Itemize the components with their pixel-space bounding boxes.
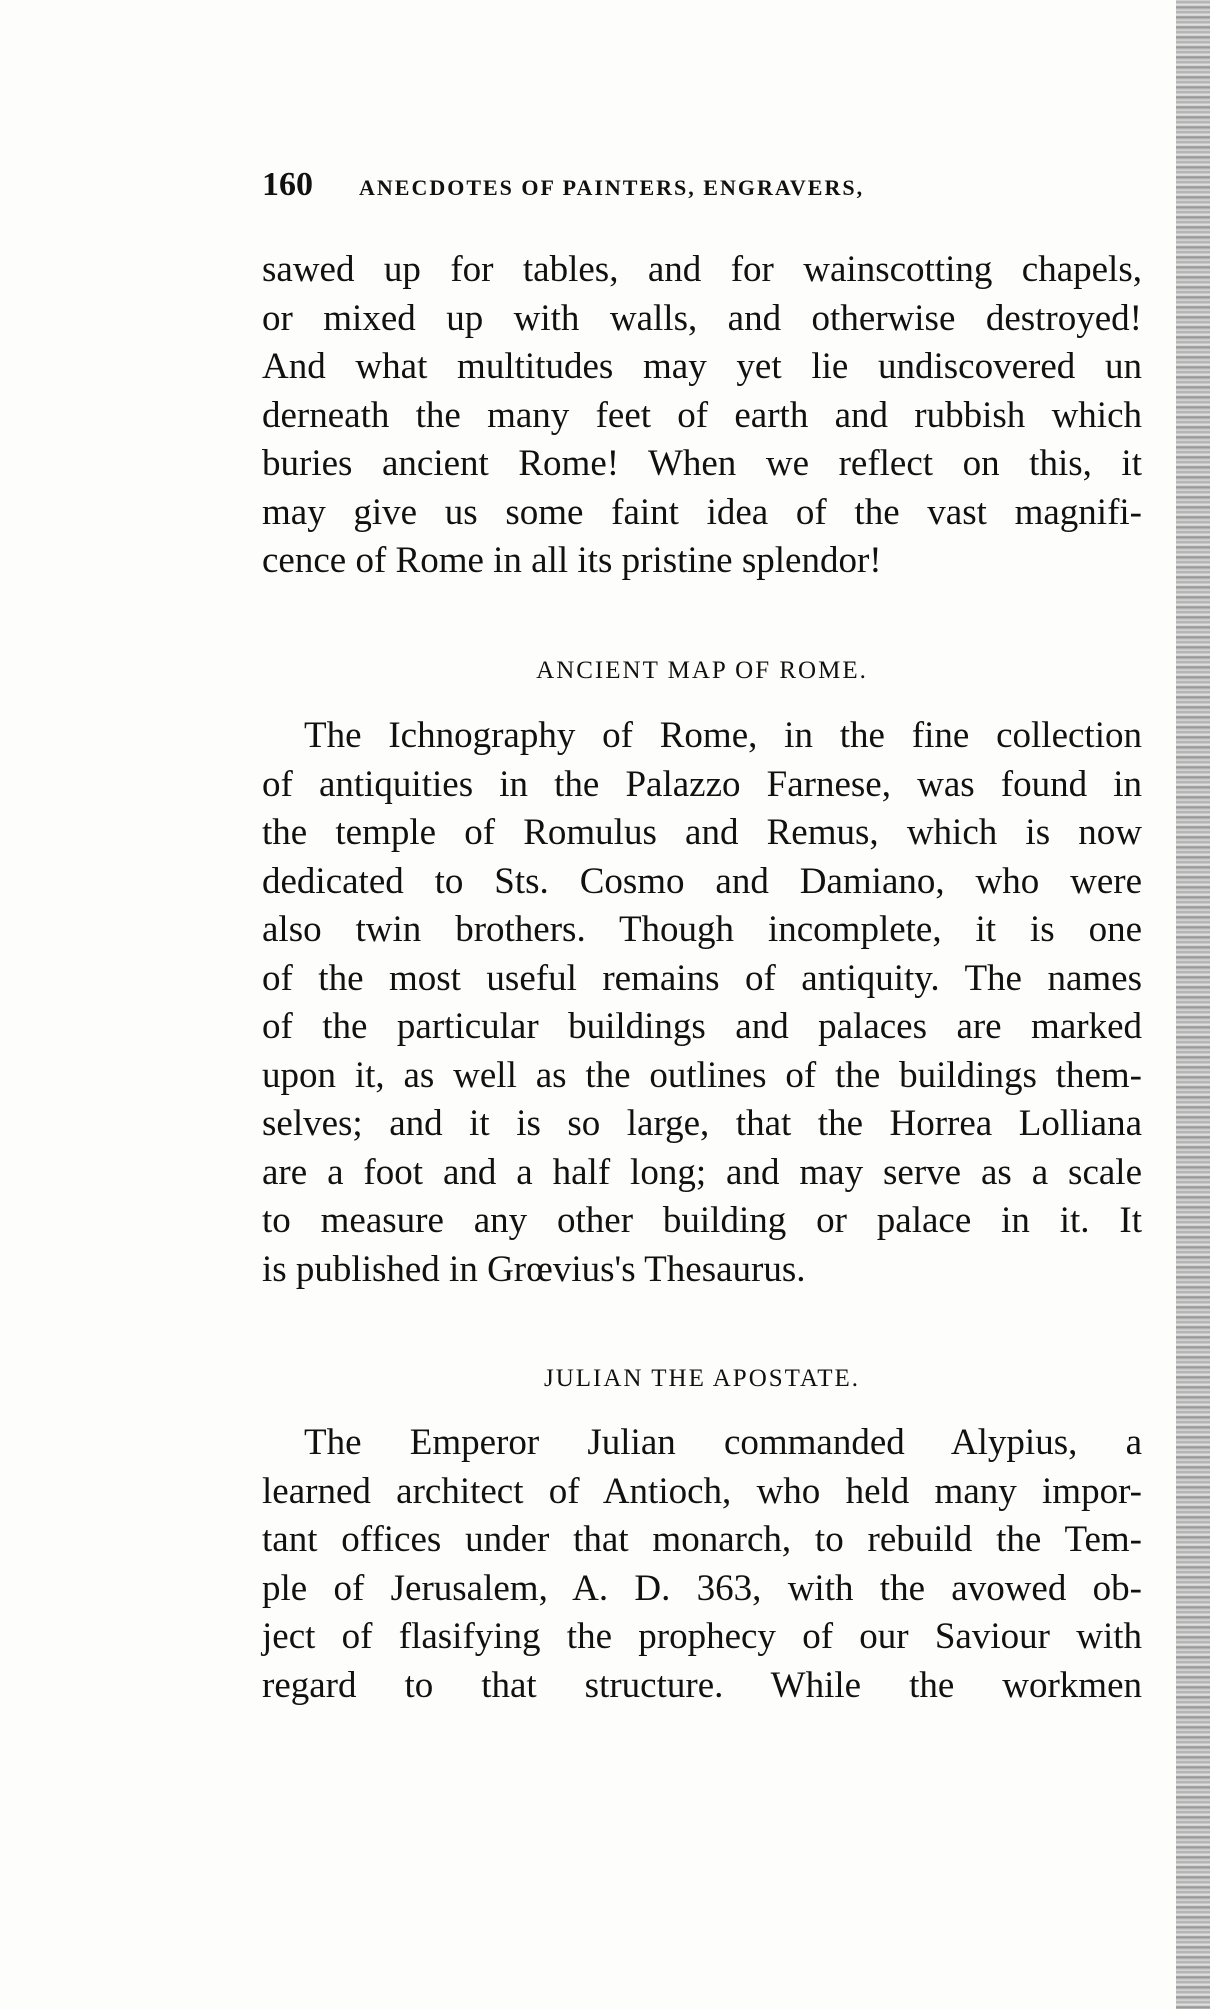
text-line: to measure any other building or palace in it. It xyxy=(262,1200,1142,1241)
text-line: And what multitudes may yet lie undiscovered un xyxy=(262,346,1142,387)
map-paragraph xyxy=(262,712,1142,1294)
text-line: tant offices under that monarch, to rebuild the Tem- xyxy=(262,1519,1142,1560)
text-line: ject of flasifying the prophecy of our Saviour with xyxy=(262,1616,1142,1657)
text-line: The Ichnography of Rome, in the fine collection xyxy=(304,715,1142,756)
running-title: ANECDOTES OF PAINTERS, ENGRAVERS, xyxy=(359,175,865,200)
text-line: of the particular buildings and palaces are marked xyxy=(262,1006,1142,1047)
section-heading-map: ANCIENT MAP OF ROME. xyxy=(536,657,868,684)
intro-paragraph xyxy=(262,246,1142,586)
text-line: derneath the many feet of earth and rubbish which xyxy=(262,394,1142,436)
page-edge xyxy=(1176,0,1210,2009)
text-line: of the most useful remains of antiquity. The names xyxy=(262,957,1142,999)
section-heading-julian: JULIAN THE APOSTATE. xyxy=(543,1365,860,1392)
text-line: The Emperor Julian commanded Alypius, a xyxy=(304,1422,1142,1463)
julian-paragraph xyxy=(262,1419,1142,1710)
text-line: of antiquities in the Palazzo Farnese, was found in xyxy=(262,763,1142,805)
text-line: is published in Grœvius's Thesaurus. xyxy=(262,1248,806,1290)
page-number: 160 xyxy=(262,166,313,203)
text-line: cence of Rome in all its pristine splendor! xyxy=(262,540,882,581)
text-line: the temple of Romulus and Remus, which is now xyxy=(262,812,1142,853)
text-line: dedicated to Sts. Cosmo and Damiano, who were xyxy=(262,860,1142,902)
text-line: selves; and it is so large, that the Horrea Lolliana xyxy=(262,1103,1142,1144)
text-line: regard to that structure. While the workmen xyxy=(262,1664,1142,1706)
text-line: sawed up for tables, and for wainscotting chapels, xyxy=(262,249,1142,290)
text-line: may give us some faint idea of the vast magnifi- xyxy=(262,491,1142,533)
text-line: buries ancient Rome! When we reflect on this, it xyxy=(262,443,1142,484)
text-line: also twin brothers. Though incomplete, it is one xyxy=(262,909,1142,950)
text-line: ple of Jerusalem, A. D. 363, with the avowed ob- xyxy=(262,1567,1142,1609)
text-line: upon it, as well as the outlines of the buildings them- xyxy=(262,1054,1142,1096)
running-head xyxy=(262,166,1022,210)
text-line: are a foot and a half long; and may serve as a scale xyxy=(262,1151,1142,1193)
text-line: learned architect of Antioch, who held many impor- xyxy=(262,1470,1142,1512)
text-line: or mixed up with walls, and otherwise destroyed! xyxy=(262,297,1142,339)
